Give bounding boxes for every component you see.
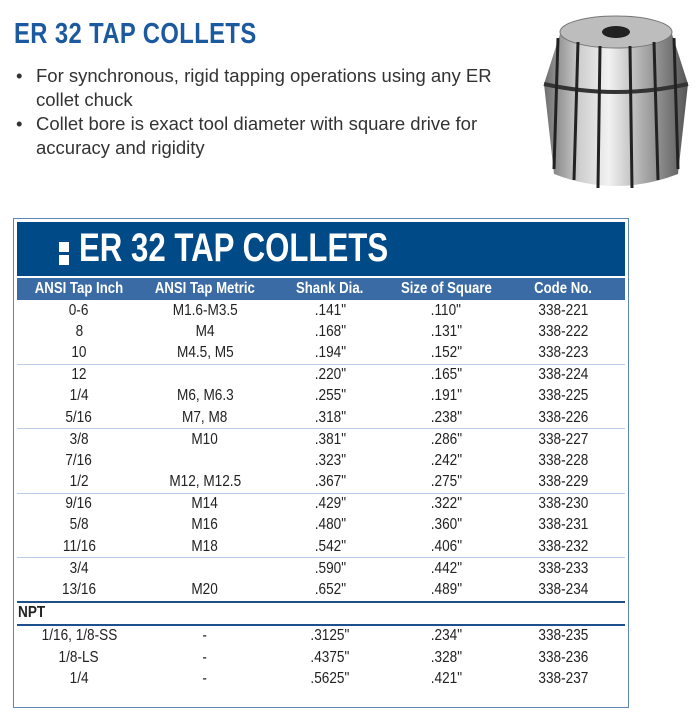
feature-bullet: • Collet bore is exact tool diameter with square drive for accuracy and rigidity [14, 112, 534, 160]
table-cell: M4.5, M5 [176, 343, 234, 361]
table-row [17, 579, 625, 600]
table-row [17, 647, 625, 668]
table-cell: M6, M6.3 [176, 387, 234, 405]
table-cell: 5/8 [69, 516, 89, 534]
table-cell: 0-6 [69, 301, 89, 319]
table-row [17, 472, 625, 493]
table-cell: 13/16 [61, 581, 97, 599]
table-cell: .489" [430, 581, 462, 599]
table-row [17, 668, 625, 689]
table-cell: .220" [314, 366, 346, 384]
table-header-row [17, 278, 625, 300]
table-cell: 338-233 [538, 559, 588, 577]
table-cell: .152" [430, 343, 462, 361]
table-cell: M7, M8 [182, 408, 228, 426]
table-cell: 338-237 [538, 669, 588, 687]
table-cell: 338-236 [538, 648, 588, 666]
npt-section-label: NPT [17, 601, 625, 624]
table-cell: .141" [314, 301, 346, 319]
table-cell: .590" [314, 559, 346, 577]
table-cell: - [202, 669, 208, 687]
table-row [17, 557, 625, 579]
column-header: Code No. [534, 280, 592, 297]
table-cell: .652" [314, 581, 346, 599]
table-cell [141, 560, 269, 578]
table-cell: .5625" [310, 669, 350, 687]
table-cell: .194" [314, 343, 346, 361]
page-heading: ER 32 TAP COLLETS [14, 18, 257, 50]
table-cell: M10 [191, 430, 219, 448]
table-cell: .165" [430, 366, 462, 384]
table-cell: .421" [430, 669, 462, 687]
column-header: Shank Dia. [296, 280, 364, 297]
table-cell: .168" [314, 322, 346, 340]
table-cell: 1/4 [69, 669, 89, 687]
table-cell: .242" [430, 451, 462, 469]
table-row [17, 364, 625, 386]
table-cell: M12, M12.5 [169, 473, 241, 491]
table-cell: .328" [430, 648, 462, 666]
table-cell: 3/4 [69, 559, 89, 577]
table-cell: 338-226 [538, 408, 588, 426]
table-cell: .381" [314, 430, 346, 448]
collet-product-image [538, 4, 694, 198]
table-title: ER 32 TAP COLLETS [79, 226, 389, 270]
table-cell: .131" [430, 322, 462, 340]
table-row [17, 407, 625, 428]
table-cell: .110" [430, 301, 462, 319]
table-cell: 338-229 [538, 473, 588, 491]
table-cell: 338-230 [538, 495, 588, 513]
table-cell [141, 366, 269, 384]
table-cell: M1.6-M3.5 [172, 301, 238, 319]
table-cell: .275" [430, 473, 462, 491]
table-cell: 338-231 [538, 516, 588, 534]
table-row [17, 386, 625, 407]
table-row [17, 536, 625, 557]
table-row [17, 342, 625, 363]
table-cell: .318" [314, 408, 346, 426]
table-cell: 1/16, 1/8-SS [41, 627, 117, 645]
table-cell: 5/16 [65, 408, 93, 426]
table-cell: 338-235 [538, 627, 588, 645]
table-cell: 8 [75, 322, 83, 340]
table-cell: .480" [314, 516, 346, 534]
table-cell: .442" [430, 559, 462, 577]
table-cell: 11/16 [62, 537, 96, 555]
table-cell: .323" [314, 451, 346, 469]
table-cell: M20 [191, 581, 219, 599]
table-cell: M16 [191, 516, 219, 534]
table-cell: .255" [314, 387, 346, 405]
table-cell: 1/2 [69, 473, 89, 491]
table-cell: 338-232 [538, 537, 588, 555]
table-cell: - [202, 627, 208, 645]
table-cell: - [202, 648, 208, 666]
table-cell: .238" [430, 408, 462, 426]
table-cell: 338-221 [538, 301, 588, 319]
table-cell: .322" [430, 495, 462, 513]
table-cell: 338-227 [538, 430, 588, 448]
table-cell: 7/16 [65, 451, 93, 469]
table-row [17, 515, 625, 536]
table-cell: .191" [430, 387, 462, 405]
table-cell: .360" [430, 516, 462, 534]
collet-table [13, 218, 629, 708]
table-cell: 12 [71, 366, 87, 384]
table-cell: 9/16 [65, 495, 93, 513]
table-cell: .406" [430, 537, 462, 555]
title-square-icon [59, 242, 69, 266]
feature-bullet: • For synchronous, rigid tapping operations using any ER collet chuck [14, 64, 534, 112]
table-cell: M14 [191, 495, 219, 513]
table-cell: .3125" [310, 627, 350, 645]
table-cell: 338-228 [538, 451, 588, 469]
table-body [17, 300, 625, 689]
column-header: ANSI Tap Inch [34, 280, 124, 297]
table-cell: 338-225 [538, 387, 588, 405]
table-cell: .429" [314, 495, 346, 513]
column-header: ANSI Tap Metric [154, 280, 256, 297]
table-cell: .542" [314, 537, 346, 555]
table-cell: 338-224 [538, 366, 588, 384]
table-cell: M18 [191, 537, 219, 555]
table-cell: .4375" [310, 648, 350, 666]
table-title-band [17, 222, 625, 276]
table-cell: 1/8-LS [58, 648, 100, 666]
feature-list [14, 64, 534, 160]
table-row [17, 493, 625, 515]
table-cell: 10 [71, 343, 87, 361]
table-cell: 3/8 [69, 430, 89, 448]
table-cell: 338-234 [538, 581, 588, 599]
table-cell: M4 [195, 322, 215, 340]
table-cell: .286" [430, 430, 462, 448]
column-header: Size of Square [400, 280, 492, 297]
table-row [17, 321, 625, 342]
table-cell: 338-222 [538, 322, 588, 340]
table-cell: 1/4 [69, 387, 89, 405]
table-cell: .367" [314, 473, 346, 491]
table-cell [141, 452, 269, 470]
table-cell: 338-223 [538, 343, 588, 361]
table-row [17, 428, 625, 450]
table-row [17, 624, 625, 647]
table-row [17, 300, 625, 321]
table-cell: .234" [430, 627, 462, 645]
table-row [17, 450, 625, 471]
